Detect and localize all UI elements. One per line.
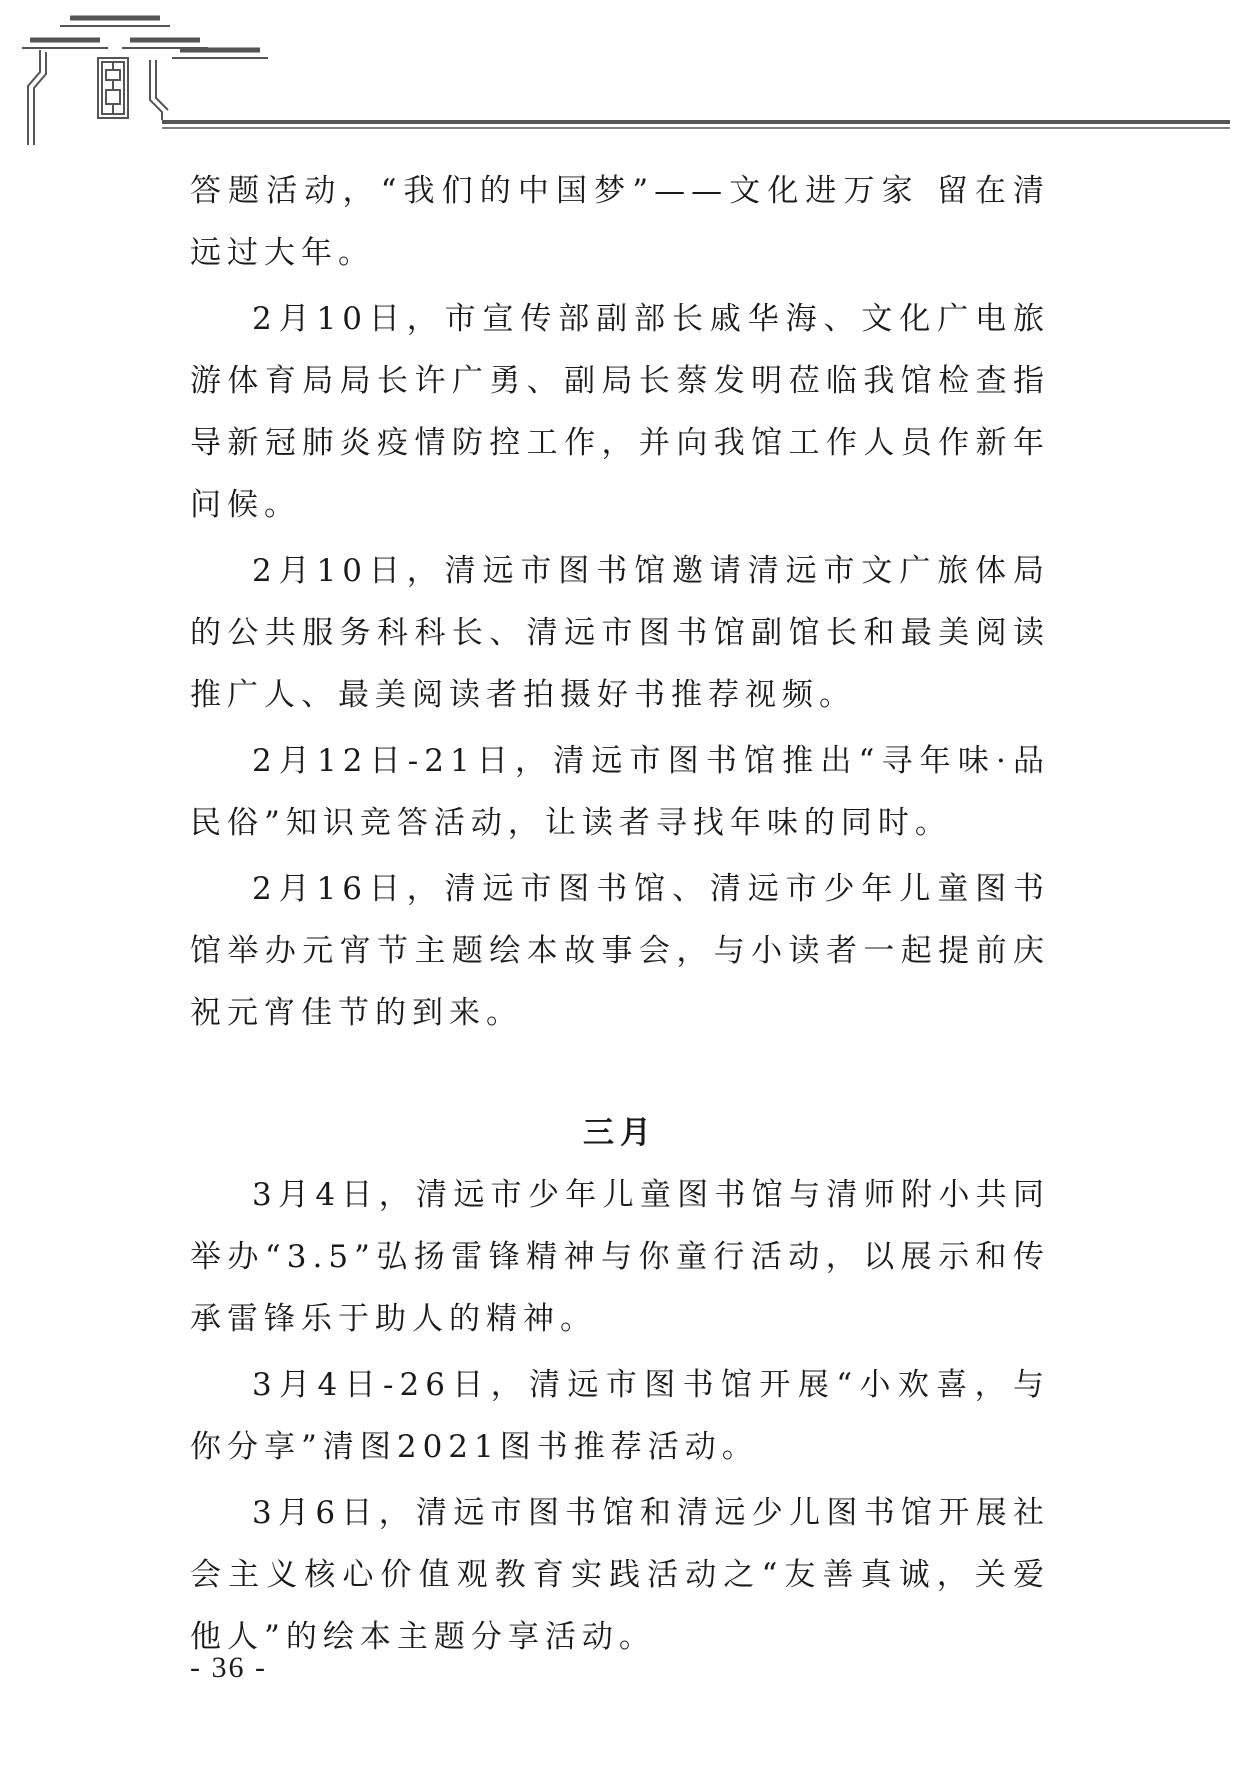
page-number: - 36 - (190, 1651, 267, 1684)
body-paragraph: 3月4日，清远市少年儿童图书馆与清师附小共同举办“3.5”弘扬雷锋精神与你童行活动，以展示和传承雷锋乐于助人的精神。 (190, 1177, 1050, 1337)
body-paragraph: 答题活动，“我们的中国梦”——文化进万家 留在清远过大年。 (190, 173, 1050, 271)
body-paragraph: 3月6日，清远市图书馆和清远少儿图书馆开展社会主义核心价值观教育实践活动之“友善真诚，关爱他人”的绘本主题分享活动。 (190, 1495, 1050, 1655)
body-paragraph: 2月16日，清远市图书馆、清远市少年儿童图书馆举办元宵节主题绘本故事会，与小读者一起提前庆祝元宵佳节的到来。 (190, 871, 1050, 1031)
document-body (190, 160, 1050, 1668)
body-paragraph: 3月4日-26日，清远市图书馆开展“小欢喜，与你分享”清图2021图书推荐活动。 (190, 1367, 1050, 1465)
body-paragraph: 2月10日，清远市图书馆邀请清远市文广旅体局的公共服务科科长、清远市图书馆副馆长和最美阅读推广人、最美阅读者拍摄好书推荐视频。 (190, 553, 1050, 713)
section-heading-march: 三月 (583, 1115, 657, 1151)
body-paragraph: 2月10日，市宣传部副部长戚华海、文化广电旅游体育局局长许广勇、副局长蔡发明莅临我馆检查指导新冠肺炎疫情防控工作，并向我馆工作人员作新年问候。 (190, 301, 1050, 523)
window-lattice-ornament-icon (98, 58, 128, 118)
body-paragraph: 2月12日-21日，清远市图书馆推出“寻年味·品民俗”知识竞答活动，让读者寻找年味的同时。 (190, 743, 1050, 841)
header-ornament (0, 0, 1249, 150)
